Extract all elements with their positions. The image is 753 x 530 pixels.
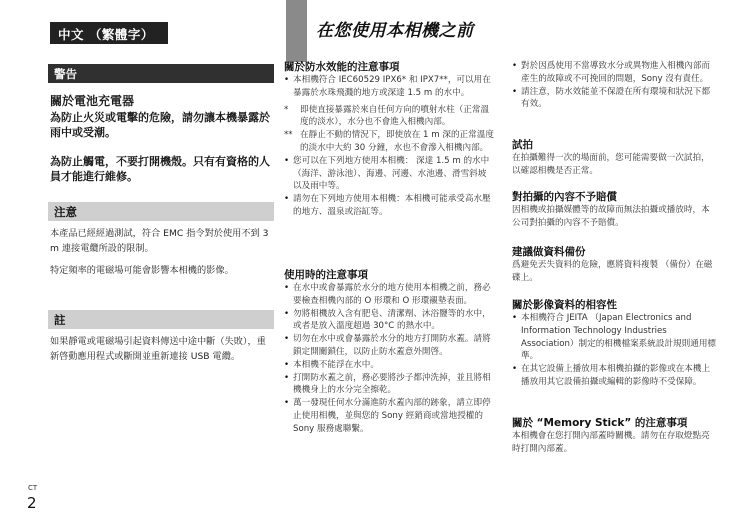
- no-compensation-heading: 對拍攝的內容不予賠償: [512, 191, 617, 203]
- backup-text: 爲避免丟失資料的危險，應將資料複製 （備份）在磁碟上。: [512, 260, 713, 283]
- footnote-double: [284, 129, 494, 155]
- usage-bullet: • 打開防水蓋之前，務必要將沙子都沖洗掉，並且將相機機身上的水分完全擦乾。: [284, 372, 494, 398]
- usage-heading: 使用時的注意事項: [284, 269, 368, 281]
- warning-bar: 警告: [48, 64, 274, 83]
- test-shot-text: 在拍攝難得一次的場面前，您可能需要做一次試拍，以確認相機是否正常。: [512, 153, 710, 176]
- usage-bullet: • 在水中或會暴露於水分的地方使用本相機之前，務必要檢查相機內部的 O 形環和 O 形環襯墊表面。: [284, 282, 494, 308]
- waterproof-heading: 關於防水效能的注意事項: [284, 61, 400, 73]
- fire-warning-text: 為防止火災或電擊的危險，請勿讓本機暴露於雨中或受潮。: [50, 111, 270, 139]
- footnote-text: 在靜止不動的情況下，即使放在 1 m 深的正常溫度的淡水中大約 30 分鐘，水也不會滲入相機內部。: [300, 130, 494, 153]
- memory-stick-heading: 關於 “Memory Stick” 的注意事項: [512, 417, 688, 429]
- test-shot-heading: 試拍: [512, 139, 533, 151]
- compatibility-bullet: • 在其它設備上播放用本相機拍攝的影像或在本機上播放用其它設備拍攝或編輯的影像時不受保障。: [512, 363, 717, 389]
- liability-bullet: • 對於因爲使用不當導致水分或異物進入相機內部而產生的故障或不可挽回的問題，Sony 沒有責任。: [512, 60, 717, 86]
- static-note-text: 如果靜電或電磁場引起資料傳送中途中斷（失敗），重新啓動應用程式或斷開並重新連接 USB 電纜。: [50, 336, 266, 362]
- waterproof-bullet: • 請勿在下列地方使用本相機：本相機可能承受高水壓的地方、溫泉或浴缸等。: [284, 193, 494, 219]
- footnote-text: 即使直接暴露於來自任何方向的噴射水柱（正常溫度的淡水），水分也不會進入相機內部。: [300, 104, 490, 128]
- compatibility-bullet: • 本相機符合 JEITA （Japan Electronics and Information Technology Industries Association）制定的相機檔案系統設計規則通用標準。: [512, 312, 717, 363]
- note-bar: 註: [48, 310, 274, 329]
- waterproof-bullet: • 本相機符合 IEC60529 IPX6* 和 IPX7**，可以用在暴露於水珠飛濺的地方或深達 1.5 m 的水中。: [284, 74, 494, 100]
- usage-bullet: • 萬一發現任何水分滿進防水蓋內部的跡象，請立即停止使用相機，並與您的 Sony 經銷商或當地授權的 Sony 服務處聯繫。: [284, 397, 494, 435]
- shock-warning-text: 為防止觸電，不要打開機殼。只有有資格的人員才能進行維修。: [50, 155, 270, 183]
- footnote-mark: **: [284, 130, 293, 141]
- language-tab: 中文 （繁體字）: [50, 22, 168, 44]
- footnote-mark: *: [284, 104, 289, 115]
- title-marker-block: [286, 0, 307, 62]
- emc-caution-text: 本產品已經經過測試，符合 EMC 指令對於使用不到 3 m 連接電纜所設的限制。: [50, 228, 269, 254]
- language-code: CT: [28, 484, 38, 492]
- em-field-caution-text: 特定頻率的電磁場可能會影響本相機的影像。: [50, 265, 234, 276]
- battery-charger-heading: 關於電池充電器: [50, 94, 135, 108]
- backup-heading: 建議做資料備份: [512, 246, 586, 258]
- footnote-single: [284, 104, 494, 130]
- usage-bullet: • 勿將相機放入含有肥皂、清潔劑、沐浴鹽等的水中，或者是放入溫度超過 30°C 的熱水中。: [284, 308, 494, 334]
- usage-bullet: • 切勿在水中或會暴露於水分的地方打開防水蓋。請將鎖定開關鎖住，以防止防水蓋意外開啓。: [284, 333, 494, 359]
- page-number: 2: [27, 494, 37, 512]
- caution-bar: 注意: [48, 202, 274, 221]
- no-compensation-text: 因相機或拍攝媒體等的故障而無法拍攝或播放時，本公司對拍攝的內容不予賠償。: [512, 205, 710, 228]
- page-title: 在您使用本相機之前: [316, 21, 474, 41]
- compatibility-heading: 關於影像資料的相容性: [512, 299, 617, 311]
- waterproof-bullet: • 您可以在下列地方使用本相機： 深達 1.5 m 的水中 （海洋、游泳池）、海邊、河邊、水池邊、滑雪斜坡以及雨中等。: [284, 155, 494, 193]
- memory-stick-text: 本相機會在您打開內部蓋時關機。請勿在存取燈點亮時打開內部蓋。: [512, 431, 710, 454]
- liability-bullet: • 請注意，防水效能並不保證在所有環境和狀況下都有效。: [512, 86, 717, 112]
- usage-bullet: • 本相機不能浮在水中。: [284, 359, 494, 372]
